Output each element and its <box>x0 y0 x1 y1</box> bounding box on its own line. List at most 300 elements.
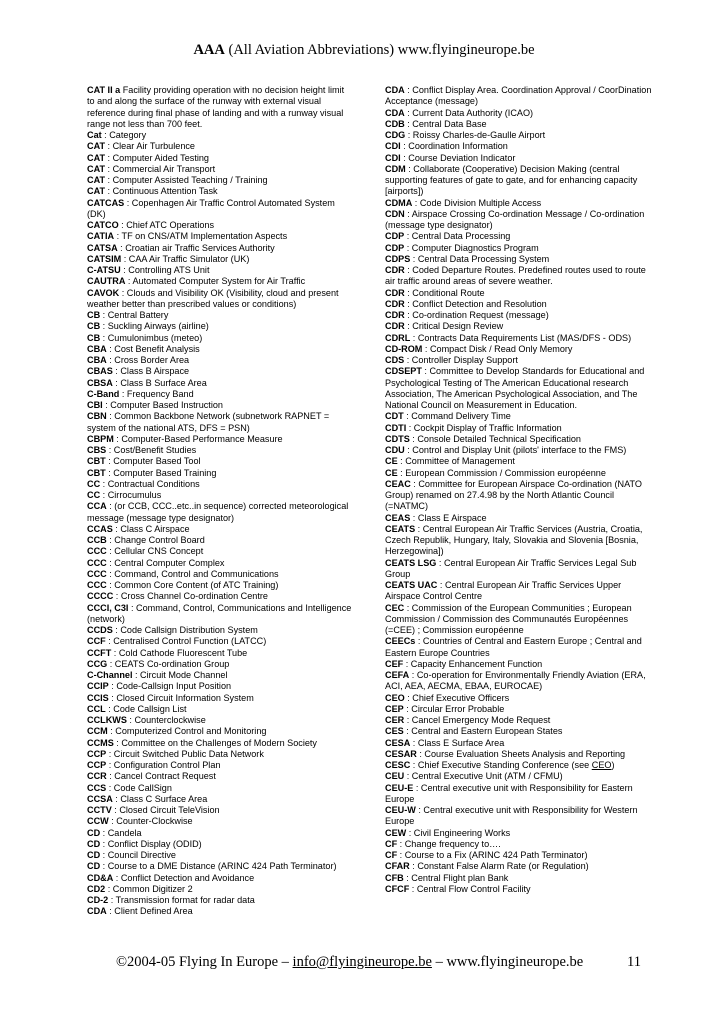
glossary-entry <box>87 175 353 186</box>
glossary-entry <box>87 321 353 332</box>
glossary-entry <box>385 749 657 760</box>
entry-definition: : Central Data Processing <box>404 231 511 242</box>
glossary-entry <box>385 839 657 850</box>
entry-abbreviation: CD-2 <box>87 895 109 905</box>
entry-definition: : Computerized Control and Monitoring <box>107 726 267 737</box>
glossary-entry <box>87 715 353 726</box>
entry-definition: : Cockpit Display of Traffic Information <box>406 422 562 433</box>
glossary-entry <box>87 220 353 231</box>
entry-abbreviation: CEATS LSG <box>385 557 437 568</box>
entry-abbreviation: CDA <box>87 906 107 917</box>
glossary-entry <box>87 873 353 884</box>
entry-definition: : Counter-Clockwise <box>108 816 193 827</box>
entry-definition: : Command Delivery Time <box>403 411 511 422</box>
entry-definition: : Cost/Benefit Studies <box>106 445 197 455</box>
entry-abbreviation: CDTS <box>385 433 410 444</box>
entry-definition: : Centralised Control Function (LATCC) <box>105 636 267 647</box>
entry-definition: : Common Backbone Network (subnetwork RAPNET = system of the national ATS, DFS = PSN) <box>87 411 330 433</box>
entry-definition: : Cellular CNS Concept <box>106 546 204 557</box>
entry-abbreviation: CCM <box>87 726 108 737</box>
entry-definition: : Chief Executive Standing Conference (see <box>410 760 592 770</box>
entry-abbreviation: CEFA <box>385 670 410 680</box>
glossary-entry <box>385 580 657 603</box>
entry-definition: : Computer Assisted Teaching / Training <box>105 175 268 185</box>
entry-abbreviation: CCCI, C3I <box>87 602 129 613</box>
glossary-entry <box>385 670 657 693</box>
glossary-entry <box>385 861 657 872</box>
glossary-entry <box>87 490 353 501</box>
entry-abbreviation: CEU-W <box>385 805 416 815</box>
entry-definition: : Coded Departure Routes. Predefined routes used to route air traffic around areas of severe weather. <box>385 265 646 287</box>
entry-abbreviation: CAT <box>87 175 106 185</box>
entry-abbreviation: CAT <box>87 152 106 163</box>
entry-definition: : Cross Channel Co-ordination Centre <box>113 591 268 602</box>
glossary-entry <box>385 231 657 242</box>
entry-abbreviation: CF <box>385 838 398 849</box>
glossary-entry <box>385 760 657 771</box>
entry-abbreviation: CDR <box>385 287 405 298</box>
entry-abbreviation: CEAC <box>385 478 411 489</box>
glossary-entry <box>87 254 353 265</box>
entry-definition: : Commission of the European Communities ; European Commission / Commission des Communautés Européennes (=CEE) ; Commission européenne <box>385 602 632 635</box>
glossary-entry <box>87 535 353 546</box>
entry-abbreviation: CD <box>87 827 101 838</box>
footer-email-link[interactable]: info@flyingineurope.be <box>292 954 432 970</box>
glossary-entry <box>385 355 657 366</box>
glossary-entry <box>87 434 353 445</box>
glossary-entry <box>385 344 657 355</box>
page-number: 11 <box>627 954 641 970</box>
entry-abbreviation: CB <box>87 310 101 320</box>
glossary-entry <box>385 659 657 670</box>
entry-definition: : TF on CNS/ATM Implementation Aspects <box>114 231 288 242</box>
glossary-entry <box>385 704 657 715</box>
entry-definition: : Cold Cathode Fluorescent Tube <box>111 647 248 658</box>
entry-definition: : Computer-Based Performance Measure <box>113 433 283 444</box>
entry-definition: : Central Battery <box>100 310 169 320</box>
entry-abbreviation: CATSA <box>87 242 118 253</box>
entry-definition: : Council Directive <box>100 850 176 860</box>
glossary-entry <box>87 839 353 850</box>
entry-abbreviation: CATCAS <box>87 197 125 208</box>
glossary-entry <box>87 501 353 524</box>
entry-abbreviation: CB <box>87 332 101 343</box>
entry-definition: : Committee to Develop Standards for Educational and Psychological Testing of The American Educational research Association, The American Psychological Association, and The National Council on Measurement in Education. <box>385 366 645 410</box>
entry-definition: : Croatian air Traffic Services Authority <box>117 242 275 253</box>
entry-abbreviation: CD <box>87 838 101 849</box>
entry-abbreviation: CDM <box>385 163 406 174</box>
entry-abbreviation: CFAR <box>385 861 410 872</box>
entry-abbreviation: CDRL <box>385 332 411 343</box>
entry-definition: : Change Control Board <box>106 535 205 545</box>
entry-definition: : Client Defined Area <box>106 906 193 917</box>
entry-abbreviation: CER <box>385 715 405 725</box>
glossary-entry <box>87 411 353 434</box>
entry-definition: : Computer Aided Testing <box>105 152 209 163</box>
glossary-entry <box>385 85 657 108</box>
entry-definition: : Code Callsign Distribution System <box>112 625 258 635</box>
entry-definition: : Critical Design Review <box>404 321 504 332</box>
entry-definition: : Class E Surface Area <box>410 737 505 748</box>
glossary-entry <box>87 479 353 490</box>
glossary-entry <box>87 760 353 771</box>
entry-abbreviation: CCL <box>87 703 106 714</box>
glossary-entry <box>87 546 353 557</box>
entry-definition: : Class C Surface Area <box>112 793 208 804</box>
glossary-entry <box>87 276 353 287</box>
entry-abbreviation: CAT <box>87 163 106 174</box>
glossary-entry <box>385 445 657 456</box>
entry-abbreviation: CDN <box>385 208 405 219</box>
entry-definition: : Control and Display Unit (pilots' interface to the FMS) <box>404 445 627 455</box>
entry-abbreviation: CES <box>385 726 404 737</box>
entry-definition: : Command, Control and Communications <box>106 568 279 579</box>
entry-definition: : Clouds and Visibility OK (Visibility, cloud and present weather better than prescribed values or conditions) <box>87 287 339 309</box>
entry-definition: : Clear Air Turbulence <box>105 141 195 152</box>
entry-abbreviation: CCC <box>87 580 107 590</box>
glossary-entry <box>87 648 353 659</box>
entry-definition: : Cost Benefit Analysis <box>106 343 200 354</box>
entry-abbreviation: C-Band <box>87 388 120 399</box>
glossary-entry <box>87 591 353 602</box>
entry-abbreviation: CCC <box>87 557 107 568</box>
entry-abbreviation: CDA <box>385 107 405 118</box>
entry-definition: : Contractual Conditions <box>100 478 200 489</box>
entry-abbreviation: CFCF <box>385 883 410 894</box>
footer-site: – www.flyingineurope.be <box>431 954 584 970</box>
entry-definition: : Central Flow Control Facility <box>409 883 531 894</box>
left-column <box>87 85 353 918</box>
right-column <box>385 85 657 895</box>
glossary-entry <box>87 445 353 456</box>
entry-definition: : Class B Surface Area <box>112 377 207 388</box>
entry-abbreviation: CF <box>385 850 398 860</box>
entry-definition: : Central executive unit with Responsibility for Western Europe <box>385 805 638 827</box>
footer-copyright: ©2004-05 Flying In Europe – <box>116 954 293 970</box>
glossary-entry <box>87 726 353 737</box>
entry-abbreviation: CDPS <box>385 253 411 264</box>
entry-definition: : Counterclockwise <box>126 715 206 725</box>
header-title-rest: (All Aviation Abbreviations) www.flyingineurope.be <box>224 42 535 58</box>
entry-abbreviation: CDI <box>385 141 401 152</box>
glossary-entry <box>385 333 657 344</box>
entry-definition: : Computer Diagnostics Program <box>404 242 539 253</box>
entry-abbreviation: C-Channel <box>87 670 133 680</box>
glossary-entry <box>87 366 353 377</box>
entry-definition: : Code Division Multiple Access <box>412 197 542 208</box>
entry-abbreviation: CEW <box>385 827 407 838</box>
entry-definition: : Committee on the Challenges of Modern Society <box>113 737 317 748</box>
glossary-entry <box>385 850 657 861</box>
footer-text <box>116 954 583 971</box>
entry-abbreviation: CBA <box>87 343 107 354</box>
entry-abbreviation: CCP <box>87 760 107 770</box>
entry-definition: : Suckling Airways (airline) <box>100 321 209 332</box>
entry-abbreviation: CCW <box>87 816 109 827</box>
entry-definition: : Conditional Route <box>404 287 485 298</box>
glossary-entry <box>87 468 353 479</box>
glossary-entry <box>385 310 657 321</box>
entry-abbreviation: CEF <box>385 658 404 669</box>
entry-crossref-link[interactable]: CEO <box>591 760 612 770</box>
glossary-entry <box>385 299 657 310</box>
glossary-entry <box>87 198 353 221</box>
entry-definition: : Cirrocumulus <box>100 490 162 500</box>
glossary-entry <box>385 479 657 513</box>
entry-abbreviation: CCFT <box>87 647 112 658</box>
entry-abbreviation: CBAS <box>87 366 113 377</box>
entry-definition: : Course to a Fix (ARINC 424 Path Terminator) <box>397 850 588 860</box>
entry-abbreviation: CEU <box>385 771 405 782</box>
entry-abbreviation: CCR <box>87 771 107 782</box>
glossary-entry <box>87 355 353 366</box>
glossary-entry <box>385 243 657 254</box>
entry-abbreviation: CE <box>385 456 398 467</box>
entry-abbreviation: CD-ROM <box>385 343 423 354</box>
entry-definition: : Central Flight plan Bank <box>403 872 509 883</box>
glossary-entry <box>87 265 353 276</box>
glossary-entry <box>87 153 353 164</box>
entry-definition: : Central European Air Traffic Services Legal Sub Group <box>385 557 637 579</box>
entry-definition: : Computer Based Instruction <box>102 400 223 410</box>
glossary-entry <box>87 704 353 715</box>
entry-definition: : Conflict Detection and Avoidance <box>113 872 255 883</box>
entry-abbreviation: CDU <box>385 445 405 455</box>
glossary-entry <box>87 141 353 152</box>
entry-abbreviation: CESA <box>385 737 411 748</box>
glossary-entry <box>385 411 657 422</box>
entry-abbreviation: Cat <box>87 130 102 140</box>
entry-definition: : Course Evaluation Sheets Analysis and Reporting <box>416 748 626 759</box>
glossary-entry <box>87 164 353 175</box>
entry-abbreviation: CEU-E <box>385 782 414 793</box>
entry-definition: : Chief Executive Officers <box>404 692 510 703</box>
page-header <box>0 42 728 59</box>
entry-definition: : Capacity Enhancement Function <box>403 658 543 669</box>
entry-definition: : Coordination Information <box>400 141 508 152</box>
entry-abbreviation: CDR <box>385 265 405 275</box>
glossary-entry <box>87 344 353 355</box>
entry-abbreviation: CATSIM <box>87 253 122 264</box>
entry-abbreviation: CESC <box>385 760 411 770</box>
entry-definition: : Computer Based Tool <box>105 456 201 467</box>
entry-definition: : Conflict Detection and Resolution <box>404 298 547 309</box>
glossary-entry <box>87 569 353 580</box>
entry-abbreviation: CD2 <box>87 883 106 894</box>
entry-definition: : Configuration Control Plan <box>106 760 221 770</box>
entry-definition: : Common Core Content (of ATC Training) <box>106 580 279 590</box>
entry-definition: : Cancel Emergency Mode Request <box>404 715 551 725</box>
entry-abbreviation: CDP <box>385 231 405 242</box>
glossary-entry <box>385 603 657 637</box>
entry-abbreviation: CFB <box>385 872 404 883</box>
glossary-entry <box>385 366 657 411</box>
header-title-bold: AAA <box>193 42 225 58</box>
entry-abbreviation: CCC <box>87 546 107 557</box>
glossary-entry <box>87 288 353 311</box>
entry-abbreviation: CD <box>87 861 101 872</box>
glossary-entry <box>385 738 657 749</box>
entry-abbreviation: CCC <box>87 568 107 579</box>
glossary-entry <box>385 513 657 524</box>
entry-abbreviation: CCA <box>87 501 107 512</box>
entry-abbreviation: CCDS <box>87 625 113 635</box>
entry-definition: : Course Deviation Indicator <box>400 152 516 163</box>
entry-abbreviation: CCG <box>87 658 108 669</box>
entry-abbreviation: CC <box>87 490 101 500</box>
glossary-entry <box>87 794 353 805</box>
entry-definition: : Commercial Air Transport <box>105 163 216 174</box>
entry-definition: : Computer Based Training <box>105 467 217 478</box>
glossary-entry <box>385 873 657 884</box>
glossary-entry <box>385 321 657 332</box>
entry-definition: : Console Detailed Technical Specification <box>409 433 581 444</box>
entry-abbreviation: CBN <box>87 411 107 422</box>
entry-abbreviation: CDA <box>385 85 405 95</box>
glossary-entry <box>385 884 657 895</box>
glossary-entry <box>87 884 353 895</box>
entry-definition: : Collaborate (Cooperative) Decision Making (central supporting features of gate to gate, and for enhancing capacity [airports]) <box>385 163 638 197</box>
glossary-entry <box>87 231 353 242</box>
entry-definition: : Countries of Central and Eastern Europe ; Central and Eastern Europe Countries <box>385 636 642 658</box>
entry-definition: : Chief ATC Operations <box>118 220 215 230</box>
entry-abbreviation: CAVOK <box>87 287 120 298</box>
entry-definition: : Code CallSign <box>106 782 172 793</box>
entry-abbreviation: CATCO <box>87 220 119 230</box>
entry-definition: : Committee of Management <box>397 456 515 467</box>
entry-definition: : Class C Airspace <box>112 523 190 534</box>
entry-definition: : Class B Airspace <box>112 366 190 377</box>
entry-definition: : Cancel Contract Request <box>106 771 216 782</box>
entry-abbreviation: CDR <box>385 298 405 309</box>
glossary-entry <box>87 580 353 591</box>
entry-definition: : (or CCB, CCC..etc..in sequence) corrected meteorological message (message type designator) <box>87 501 349 523</box>
glossary-entry <box>87 524 353 535</box>
entry-definition: : Conflict Display Area. Coordination Approval / CoorDination Acceptance (message) <box>385 85 652 107</box>
glossary-entry <box>87 738 353 749</box>
entry-definition: : Candela <box>100 827 142 838</box>
glossary-entry <box>385 805 657 828</box>
glossary-entry <box>87 771 353 782</box>
glossary-entry <box>385 715 657 726</box>
glossary-entry <box>385 288 657 299</box>
entry-abbreviation: CESAR <box>385 748 417 759</box>
entry-abbreviation: CDTI <box>385 422 407 433</box>
glossary-entry <box>87 659 353 670</box>
entry-definition: : Circuit Mode Channel <box>132 670 228 680</box>
entry-abbreviation: CDI <box>385 152 401 163</box>
glossary-entry <box>87 805 353 816</box>
glossary-entry <box>385 209 657 232</box>
entry-definition: : Continuous Attention Task <box>105 186 218 197</box>
entry-definition: : Code Callsign List <box>105 703 187 714</box>
glossary-entry <box>87 310 353 321</box>
glossary-entry <box>385 524 657 558</box>
glossary-entry <box>385 130 657 141</box>
entry-abbreviation: CAT II a <box>87 85 121 95</box>
entry-definition: : Conflict Display (ODID) <box>100 838 202 849</box>
entry-definition: : Compact Disk / Read Only Memory <box>422 343 573 354</box>
glossary-entry <box>385 119 657 130</box>
glossary-entry <box>87 456 353 467</box>
entry-abbreviation: CDB <box>385 118 405 129</box>
glossary-entry <box>385 456 657 467</box>
glossary-entry <box>385 558 657 581</box>
glossary-entry <box>87 749 353 760</box>
entry-definition: : Civil Engineering Works <box>406 827 511 838</box>
entry-definition: : Cross Border Area <box>106 355 190 365</box>
entry-abbreviation: CBI <box>87 400 103 410</box>
entry-abbreviation: CCLKWS <box>87 715 127 725</box>
glossary-entry <box>385 108 657 119</box>
entry-abbreviation: CAT <box>87 141 106 152</box>
entry-definition-tail: ) <box>611 760 615 770</box>
entry-abbreviation: CDMA <box>385 197 413 208</box>
entry-definition: : Copenhagen Air Traffic Control Automated System (DK) <box>87 197 335 219</box>
glossary-entry <box>87 850 353 861</box>
glossary-entry <box>385 636 657 659</box>
glossary-entry <box>87 186 353 197</box>
glossary-entry <box>385 434 657 445</box>
glossary-entry <box>87 333 353 344</box>
entry-abbreviation: CDS <box>385 355 405 365</box>
entry-abbreviation: CEATS UAC <box>385 580 438 590</box>
entry-definition: : CEATS Co-ordination Group <box>107 658 230 669</box>
entry-definition: : Co-ordination Request (message) <box>404 310 549 320</box>
glossary-entry <box>385 254 657 265</box>
glossary-entry <box>385 153 657 164</box>
entry-abbreviation: CEO <box>385 692 405 703</box>
glossary-entry <box>87 906 353 917</box>
glossary-entry <box>385 726 657 737</box>
entry-abbreviation: CCAS <box>87 523 113 534</box>
entry-abbreviation: CEECs <box>385 636 416 647</box>
glossary-entry <box>87 558 353 569</box>
entry-abbreviation: CEP <box>385 703 404 714</box>
glossary-entry <box>385 771 657 782</box>
entry-definition: : Central European Air Traffic Services (Austria, Croatia, Czech Republik, Hungary, Italy, Slovakia and Slovenia [Bosnia, Herzegowina]) <box>385 523 643 557</box>
entry-definition: : Central and Eastern European States <box>403 726 563 737</box>
glossary-entry <box>385 164 657 198</box>
entry-abbreviation: CDG <box>385 130 406 140</box>
entry-abbreviation: CEC <box>385 602 405 613</box>
entry-definition: : Co-operation for Environmentally Friendly Aviation (ERA, ACI, AEA, AECMA, EBAA, EUROCAE) <box>385 670 646 692</box>
glossary-entry <box>87 243 353 254</box>
entry-abbreviation: CBS <box>87 445 107 455</box>
glossary-entry <box>87 861 353 872</box>
entry-abbreviation: CCSA <box>87 793 113 804</box>
entry-definition: : Circuit Switched Public Data Network <box>106 748 264 759</box>
glossary-entry <box>87 378 353 389</box>
entry-abbreviation: CBT <box>87 456 106 467</box>
entry-definition: Facility providing operation with no decision height limit to and along the surface of the runway with external visual reference during final phase of landing and with a runway visual range not less than 700 feet. <box>87 85 345 129</box>
entry-definition: : Committee for European Airspace Co-ordination (NATO Group) renamed on 27.4.98 by the North Atlantic Council (=NATMC) <box>385 478 642 512</box>
entry-definition: : Central European Air Traffic Services Upper Airspace Control Centre <box>385 580 622 602</box>
glossary-entry <box>385 468 657 479</box>
entry-definition: : Controller Display Support <box>404 355 518 365</box>
entry-abbreviation: CBT <box>87 467 106 478</box>
entry-definition: : Airspace Crossing Co-ordination Message / Co-ordination (message type designator) <box>385 208 645 230</box>
entry-definition: : Closed Circuit TeleVision <box>111 805 220 815</box>
glossary-entry <box>385 693 657 704</box>
entry-definition: : Central executive unit with Responsibility for Eastern Europe <box>385 782 633 804</box>
entry-abbreviation: CC <box>87 478 101 489</box>
entry-definition: : Central Data Processing System <box>410 253 550 264</box>
glossary-entry <box>87 681 353 692</box>
glossary-entry <box>87 693 353 704</box>
glossary-entry <box>385 198 657 209</box>
entry-definition: : Transmission format for radar data <box>108 895 255 905</box>
